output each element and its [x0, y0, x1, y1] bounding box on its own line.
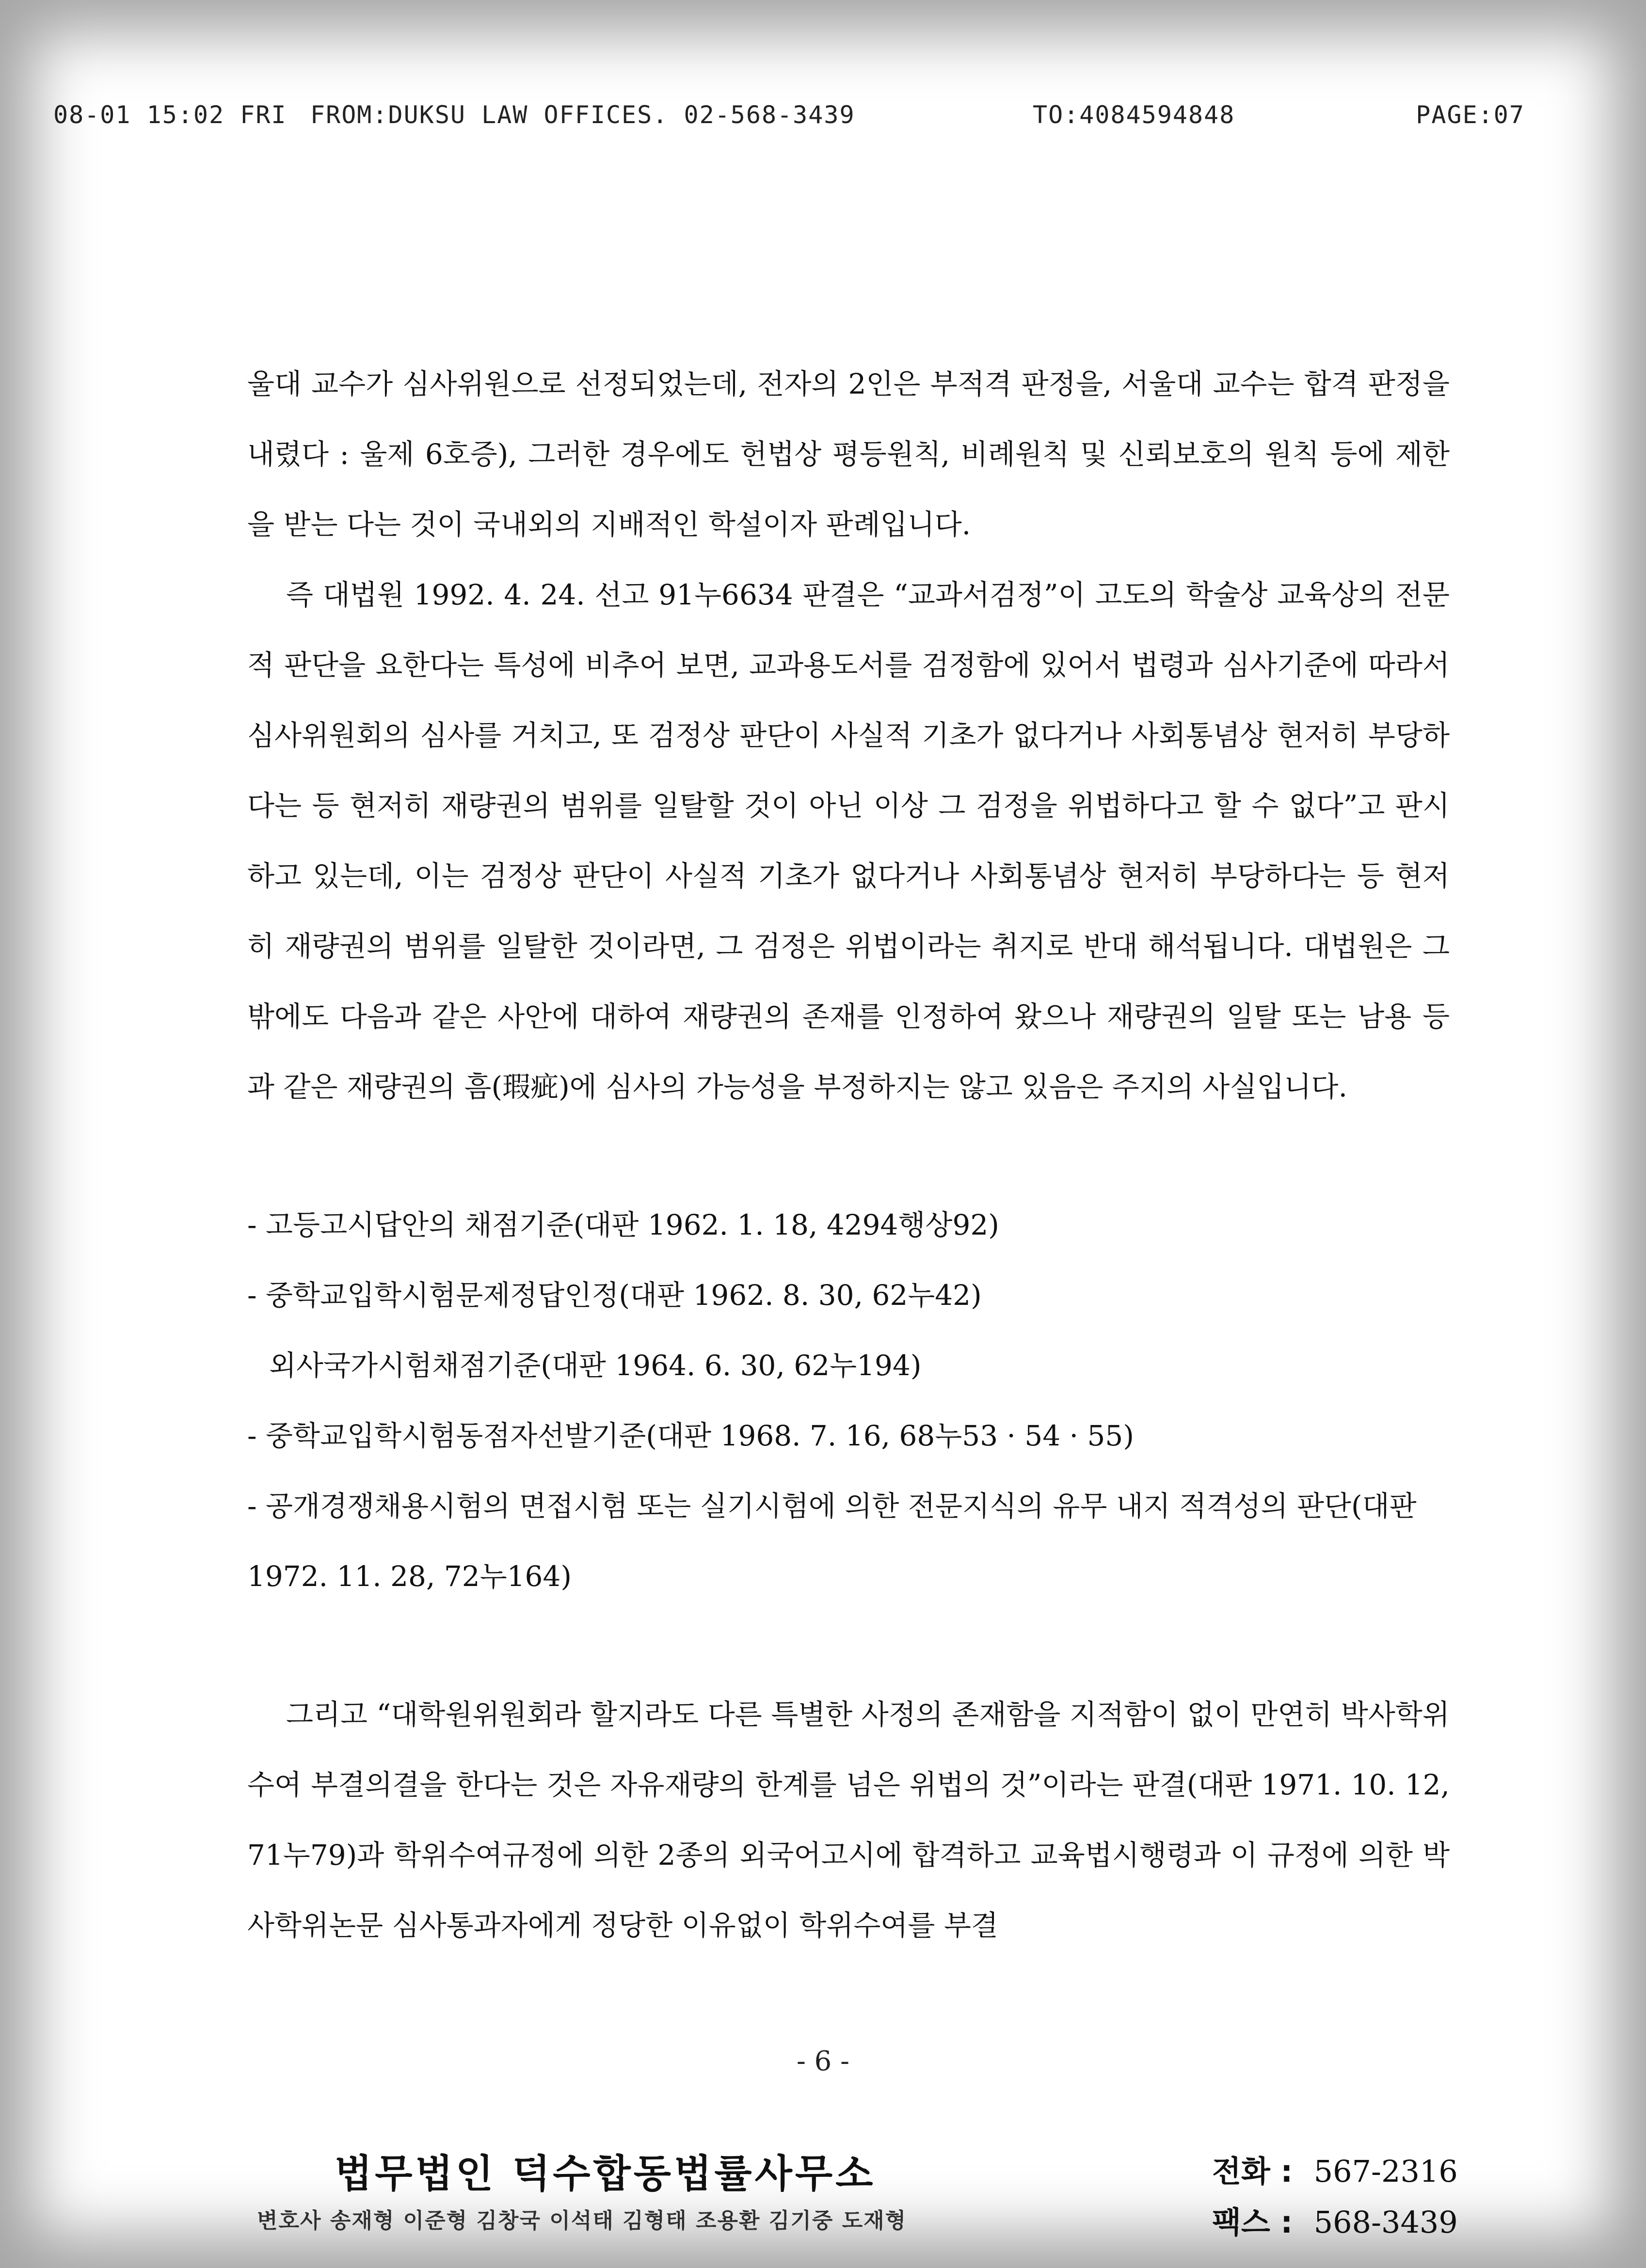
- document-body: [247, 349, 1450, 1961]
- firm-name: 법무법인 덕수합동법률사무소: [335, 2151, 876, 2196]
- fax-date: 08-01 15:02 FRI: [53, 101, 287, 129]
- phone-number: 567-2316: [1313, 2154, 1458, 2189]
- paragraph-1: 울대 교수가 심사위원으로 선정되었는데, 전자의 2인은 부적격 판정을, 서울대 교수는 합격 판정을 내렸다 : 울제 6호증), 그러한 경우에도 헌법상 평등원칙, 비례원칙 및 신뢰보호의 원칙 등에 제한을 받는 다는 것이 국내외의 지배적인 학설이자 판례입니다.: [247, 367, 1450, 541]
- list-item: - 중학교입학시험동점자선발기준(대판 1968. 7. 16, 68누53 · 54 · 55): [247, 1419, 1134, 1452]
- paragraph-closing: 그리고 “대학원위원회라 할지라도 다른 특별한 사정의 존재함을 지적함이 없이 만연히 박사학위수여 부결의결을 한다는 것은 자유재량의 한계를 넘은 위법의 것”이라는 판결(대판 1971. 10. 12, 71누79)과 학위수여규정에 의한 2종의 외국어고시에 합격하고 교육법시행령과 이 규정에 의한 박사학위논문 심사통과자에게 정당한 이유없이 학위수여를 부결: [247, 1698, 1450, 1942]
- page-number: - 6 -: [796, 2046, 850, 2077]
- paragraph-2: 즉 대법원 1992. 4. 24. 선고 91누6634 판결은 “교과서검정”이 고도의 학술상 교육상의 전문적 판단을 요한다는 특성에 비추어 보면, 교과용도서를 검정함에 있어서 법령과 심사기준에 따라서 심사위원회의 심사를 거치고, 또 검정상 판단이 사실적 기초가 없다거나 사회통념상 현저히 부당하다는 등 현저히 재량권의 범위를 일탈할 것이 아닌 이상 그 검정을 위법하다고 할 수 없다”고 판시하고 있는데, 이는 검정상 판단이 사실적 기초가 없다거나 사회통념상 현저히 부당하다는 등 현저히 재량권의 범위를 일탈한 것이라면, 그 검정은 위법이라는 취지로 반대 해석됩니다. 대법원은 그 밖에도 다음과 같은 사안에 대하여 재량권의 존재를 인정하여 왔으나 재량권의 일탈 또는 남용 등과 같은 재량권의 흠(瑕疵)에 심사의 가능성을 부정하지는 않고 있음은 주지의 사실입니다.: [247, 578, 1450, 1103]
- case-list: [247, 1190, 1450, 1612]
- phone-label: 전화 :: [1212, 2154, 1293, 2189]
- list-item: 외사국가시험채점기준(대판 1964. 6. 30, 62누194): [269, 1349, 922, 1382]
- fax-label: 팩스 :: [1212, 2205, 1293, 2240]
- list-item: - 고등고시답안의 채점기준(대판 1962. 1. 18, 4294행상92): [247, 1208, 999, 1241]
- fax-number: 568-3439: [1313, 2205, 1458, 2240]
- fax-page: PAGE:07: [1416, 101, 1525, 129]
- list-item: - 중학교입학시험문제정답인정(대판 1962. 8. 30, 62누42): [247, 1279, 982, 1312]
- phone-line: [1212, 2147, 1458, 2190]
- lawyer-list: 변호사 송재형 이준형 김창국 이석태 김형태 조용환 김기중 도재형: [257, 2208, 907, 2233]
- list-item: - 공개경쟁채용시험의 면접시험 또는 실기시험에 의한 전문지식의 유무 내지 적격성의 판단(대판 1972. 11. 28, 72누164): [247, 1490, 1417, 1593]
- fax-from: FROM:DUKSU LAW OFFICES. 02-568-3439: [310, 101, 855, 129]
- fax-to: TO:4084594848: [1033, 101, 1235, 129]
- fax-line: [1212, 2198, 1458, 2241]
